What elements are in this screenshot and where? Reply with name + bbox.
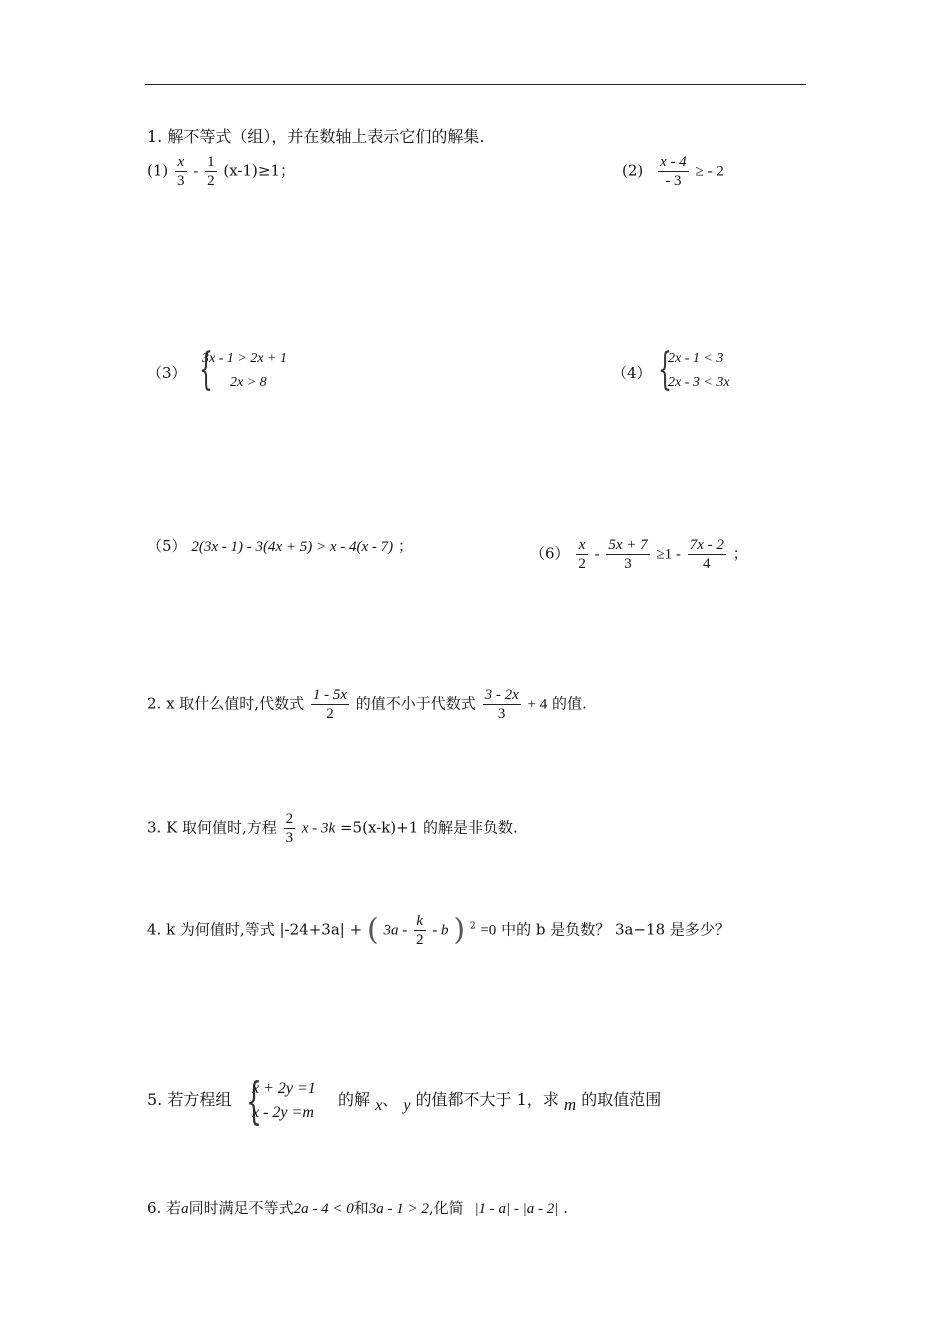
q5-rest: 的解 x、 y 的值都不大于 1，求 m 的取值范围 [338,1090,662,1114]
part-label: （6） [530,544,570,563]
fraction: $\frac{5x + 7}{3}$ [608,537,648,572]
expression: (x-1)≥1； [223,161,295,180]
question-6: 6. 若a同时满足不等式2a - 4 < 0和3a - 1 > 2,化简 |1 - a| - |a - 2| . [147,1199,568,1217]
expression: 2(3x - 1) - 3(4x + 5) > x - 4(x - 7) [191,539,394,555]
fraction: $\frac{1 - 5x}{2}$ [312,687,348,722]
fraction: $\frac{2}{3}$ [285,811,294,846]
part-label: (2) [622,161,644,180]
question-3: 3. K 取何值时,方程 $\frac{2}{3}$ x - 3k =5(x-k)+1 的解是非负数. [147,811,518,846]
q1-part-4-system: 2x - 1 < 3 2x - 3 < 3x [668,351,730,390]
part-label-4: （4） [612,364,652,382]
q1-part-6: （6） $\frac{x}{2}$ - $\frac{5x + 7}{3}$ ≥1 - $\frac{7x - 2}{4}$ ； [530,537,748,572]
fraction: $\frac{x - 4}{- 3}$ [660,154,687,189]
fraction: $\frac{x}{3}$ [177,154,185,189]
fraction: $\frac{3 - 2x}{3}$ [484,687,519,722]
q1-part-3-system: 3x - 1 > 2x + 1 2x > 8 [202,351,287,390]
question-2: 2. x 取什么值时,代数式 $\frac{1 - 5x}{2}$ 的值不小于代数式 $\frac{3 - 2x}{3}$ + 4 的值. [147,687,587,722]
question-1-title: 1. 解不等式（组），并在数轴上表示它们的解集. [147,127,485,146]
fraction: $\frac{k}{2}$ [416,913,424,948]
brace-icon: { [245,1072,262,1130]
part-label-3: （3） [147,364,187,382]
top-rule [145,84,806,85]
q5-intro: 5. 若方程组 [147,1090,232,1109]
brace-icon: { [199,344,213,395]
part-label: (1) [147,161,169,180]
absolute-value: |-24+3a| [279,920,345,939]
q5-system: x + 2y =1 x - 2y =m [252,1080,316,1121]
fraction: $\frac{x}{2}$ [578,537,586,572]
part-label: （5） [147,537,187,555]
fraction: $\frac{1}{2}$ [207,154,215,189]
expression: |1 - a| - |a - 2| [474,1201,559,1217]
expression: ≥ - 2 [695,163,724,180]
question-4: 4. k 为何值时,等式 |-24+3a| + ( 3a - $\frac{k}{2}$ - b ) $^2$ =0 中的 b 是负数？ 3a−18 是多少？ [147,912,730,948]
q1-part-2 [622,153,724,190]
q1-part-1: (1) $\frac{x}{3}$ - $\frac{1}{2}$ (x-1)≥1； [147,154,295,189]
fraction: $\frac{7x - 2}{4}$ [689,537,724,572]
brace-icon: { [658,344,672,395]
q1-part-5: （5） 2(3x - 1) - 3(4x + 5) > x - 4(x - 7) ； [147,537,413,555]
